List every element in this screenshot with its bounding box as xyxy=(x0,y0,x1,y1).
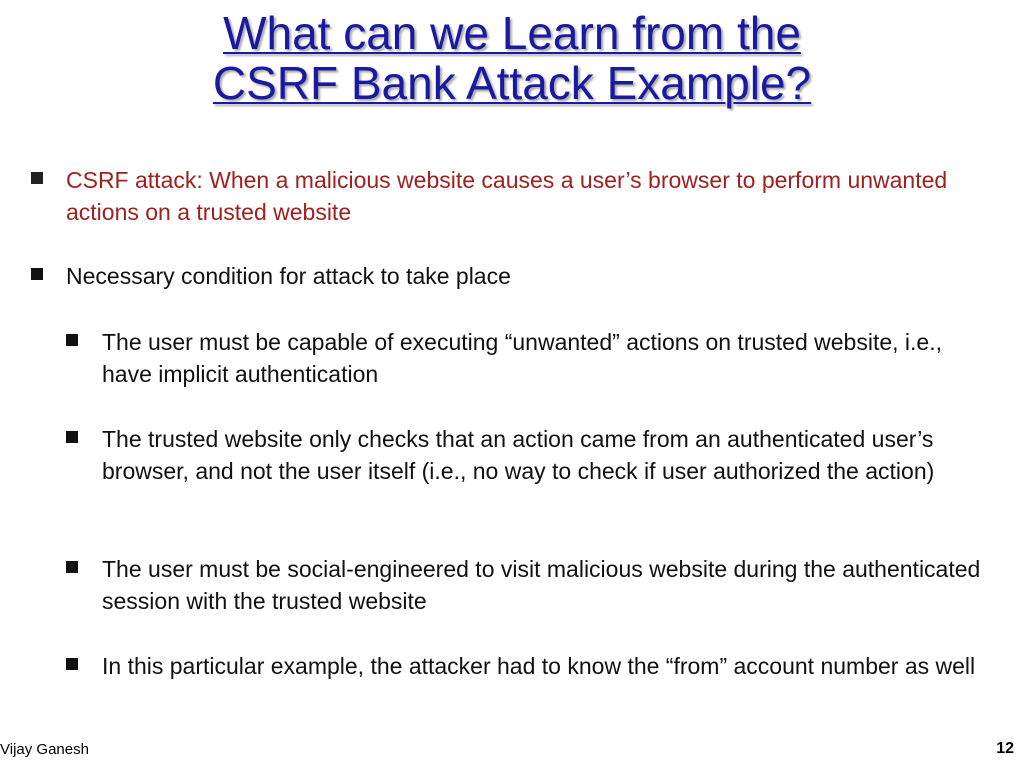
sub-bullet-text: The user must be capable of executing “unwanted” actions on trusted website, i.e., have implicit authentication xyxy=(102,329,942,387)
square-bullet-icon xyxy=(66,431,78,443)
sub-bullet-text: The trusted website only checks that an action came from an authenticated user’s browser, and not the user itself (i.e., no way to check if user authorized the action) xyxy=(102,426,935,484)
sub-bullet-text: The user must be social-engineered to visit malicious website during the authenticated session with the trusted website xyxy=(102,556,981,614)
slide-title xyxy=(0,8,1024,108)
slide-title-line-2: CSRF Bank Attack Example? xyxy=(212,57,812,109)
slide-title-line-1: What can we Learn from the xyxy=(223,7,801,59)
slide-number: 12 xyxy=(996,740,1014,757)
bullet-text: CSRF attack: When a malicious website causes a user’s browser to perform unwanted actions on a trusted website xyxy=(66,167,948,225)
square-bullet-icon xyxy=(66,658,78,670)
square-bullet-icon xyxy=(31,172,43,184)
sub-bullet-text: In this particular example, the attacker had to know the “from” account number as well xyxy=(102,653,976,679)
bullet-text: Necessary condition for attack to take place xyxy=(66,263,511,289)
square-bullet-icon xyxy=(31,268,43,280)
footer-author: Vijay Ganesh xyxy=(0,741,89,758)
square-bullet-icon xyxy=(66,334,78,346)
square-bullet-icon xyxy=(66,561,78,573)
